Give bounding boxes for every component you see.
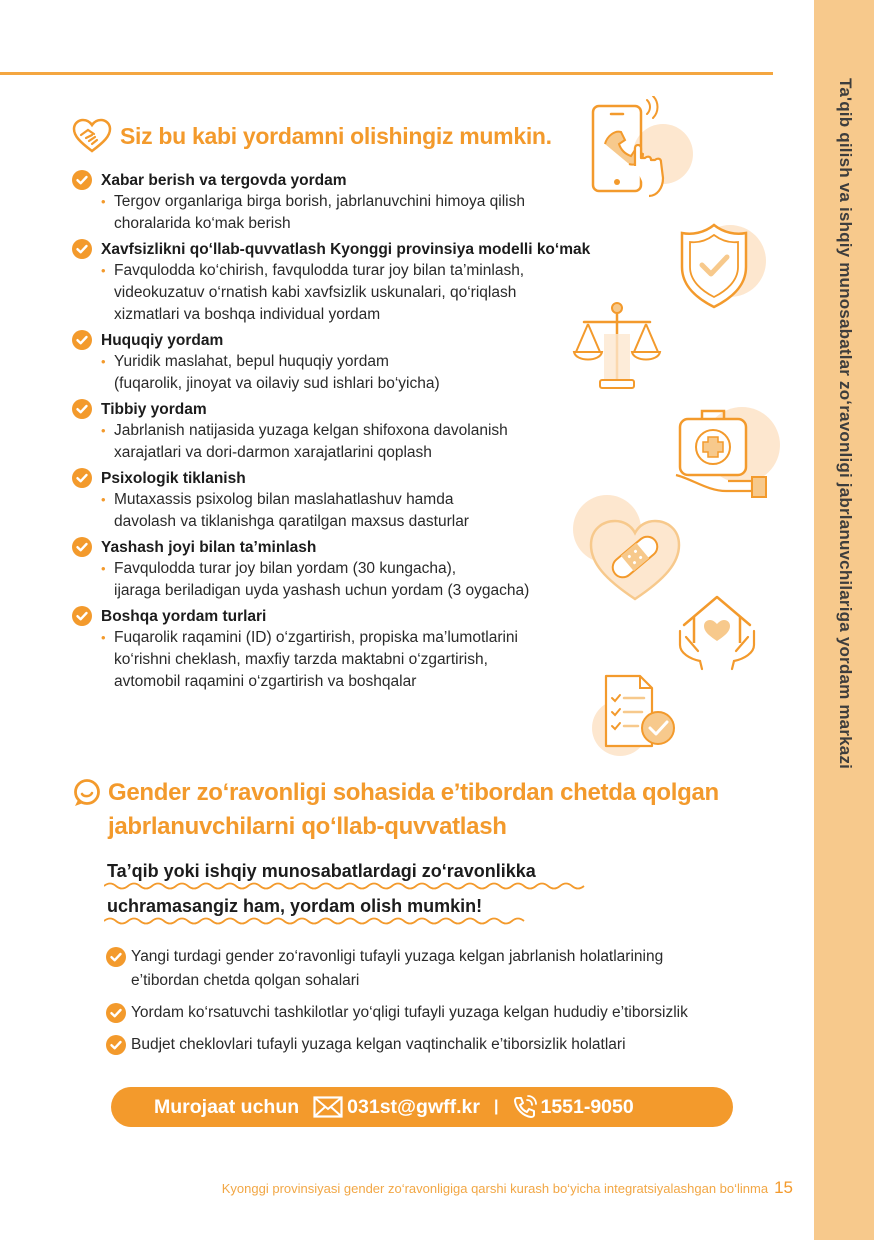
subtitle-line: uchramasangiz ham, yordam olish mumkin!: [107, 896, 483, 916]
list-item: [106, 1033, 796, 1057]
section1-heading: [72, 118, 552, 154]
item-desc-line: Mutaxassis psixolog bilan maslahatlashuv hamda: [114, 491, 454, 508]
bullet-text: Budjet cheklovlari tufayli yuzaga kelgan vaqtinchalik e’tiborsizlik holatlari: [131, 1036, 626, 1053]
check-circle-icon: [72, 239, 92, 259]
list-item: [106, 1001, 796, 1025]
check-circle-icon: [106, 1003, 126, 1023]
subtitle-line: Ta’qib yoki ishqiy munosabatlardagi zo‘ravonlikka: [107, 861, 536, 881]
list-item: [72, 330, 592, 395]
bullet-dot: •: [101, 354, 106, 369]
wavy-underline: [104, 916, 536, 926]
bullet-dot: •: [101, 492, 106, 507]
item-desc-line: choralarida ko‘mak berish: [114, 215, 291, 232]
side-title: Ta'qib qilish va ishqiy munosabatlar zo‘ravonligi jabrlanuvchilariga yordam markazi: [836, 78, 855, 770]
item-title: Boshqa yordam turlari: [101, 608, 267, 625]
list-item: [106, 945, 796, 993]
item-desc-line: davolash va tiklanishga qaratilgan maxsus dasturlar: [114, 513, 469, 530]
list-item: [72, 399, 592, 464]
list-item: [72, 606, 592, 693]
mail-icon: [313, 1096, 343, 1118]
list-item: [72, 537, 592, 602]
section1-title: Siz bu kabi yordamni olishingiz mumkin.: [120, 122, 552, 149]
item-desc-line: Fuqarolik raqamini (ID) o‘zgartirish, propiska ma’lumotlarini: [114, 629, 518, 646]
contact-email[interactable]: 031st@gwff.kr: [347, 1095, 480, 1118]
checklist-icon: [580, 668, 680, 760]
medical-kit-icon: [672, 405, 784, 505]
item-desc-line: ijaraga beriladigan uyda yashash uchun yordam (3 oygacha): [114, 582, 530, 599]
item-desc-line: xarajatlari va dori-darmon xarajatlarini qoplash: [114, 444, 432, 461]
scales-icon: [570, 298, 665, 393]
contact-label: Murojaat uchun: [154, 1095, 300, 1118]
check-circle-icon: [106, 1035, 126, 1055]
item-desc-line: ko‘rishni cheklash, maxfiy tarzda maktabni o‘zgartirish,: [114, 651, 488, 668]
footer: [0, 1178, 793, 1198]
bullet-dot: •: [101, 194, 106, 209]
bullet-dot: •: [101, 561, 106, 576]
contact-separator: |: [493, 1098, 499, 1115]
item-title: Psixologik tiklanish: [101, 470, 246, 487]
check-circle-icon: [72, 170, 92, 190]
phone-icon: [512, 1095, 538, 1119]
footer-text: Kyonggi provinsiyasi gender zo‘ravonligiga qarshi kurash bo‘yicha integratsiyalashgan bo‘linma: [221, 1181, 769, 1196]
check-circle-icon: [72, 468, 92, 488]
item-desc-line: avtomobil raqamini o‘zgartirish va boshqalar: [114, 673, 417, 690]
bullet-text: Yordam ko‘rsatuvchi tashkilotlar yo‘qligi tufayli yuzaga kelgan hududiy e’tiborsizlik: [131, 1004, 688, 1021]
handshake-heart-icon: [72, 118, 112, 154]
section2-title-line: jabrlanuvchilarni qo‘llab-quvvatlash: [108, 813, 507, 840]
item-desc-line: Yuridik maslahat, bepul huquqiy yordam: [114, 353, 389, 370]
item-title: Tibbiy yordam: [101, 401, 207, 418]
item-desc-line: videokuzatuv o‘rnatish kabi xavfsizlik uskunalari, qo‘riqlash: [114, 284, 517, 301]
check-circle-icon: [72, 606, 92, 626]
item-title: Xabar berish va tergovda yordam: [101, 172, 347, 189]
bullet-dot: •: [101, 630, 106, 645]
item-desc-line: xizmatlari va boshqa individual yordam: [114, 306, 381, 323]
item-desc-line: Tergov organlariga birga borish, jabrlanuvchini himoya qilish: [114, 193, 525, 210]
shield-check-icon: [668, 213, 768, 318]
check-circle-icon: [72, 399, 92, 419]
page-number: 15: [774, 1178, 793, 1197]
wavy-underline: [104, 881, 590, 891]
house-heart-hands-icon: [672, 585, 762, 675]
list-item: [72, 170, 592, 235]
bullet-text: e’tibordan chetda qolgan sohalari: [131, 972, 360, 989]
item-title: Huquqiy yordam: [101, 332, 224, 349]
item-desc-line: Jabrlanish natijasida yuzaga kelgan shifoxona davolanish: [114, 422, 508, 439]
contact-bar: [111, 1087, 733, 1127]
item-desc-line: Favqulodda ko‘chirish, favqulodda turar joy bilan ta’minlash,: [114, 262, 525, 279]
item-desc-line: (fuqarolik, jinoyat va oilaviy sud ishlari bo‘yicha): [114, 375, 440, 392]
list-item: [72, 468, 592, 533]
top-rule: [0, 72, 773, 75]
list-item: [72, 239, 592, 326]
chat-icon: [72, 778, 102, 808]
bullet-dot: •: [101, 423, 106, 438]
check-circle-icon: [72, 537, 92, 557]
item-desc-line: Favqulodda turar joy bilan yordam (30 kungacha),: [114, 560, 457, 577]
check-circle-icon: [72, 330, 92, 350]
phone-call-icon: [585, 96, 700, 206]
section2-title-line: Gender zo‘ravonligi sohasida e’tibordan chetda qolgan: [108, 779, 719, 806]
section2-heading: [72, 776, 719, 844]
check-circle-icon: [106, 947, 126, 967]
bullet-text: Yangi turdagi gender zo‘ravonligi tufayli yuzaga kelgan jabrlanish holatlarining: [131, 948, 664, 965]
contact-phone[interactable]: 1551-9050: [540, 1095, 634, 1118]
item-title: Yashash joyi bilan ta’minlash: [101, 539, 317, 556]
section2-bullets: [106, 945, 796, 1065]
bullet-dot: •: [101, 263, 106, 278]
item-title: Xavfsizlikni qo‘llab-quvvatlash Kyonggi provinsiya modelli ko‘mak: [101, 241, 591, 258]
help-list: [72, 170, 592, 697]
